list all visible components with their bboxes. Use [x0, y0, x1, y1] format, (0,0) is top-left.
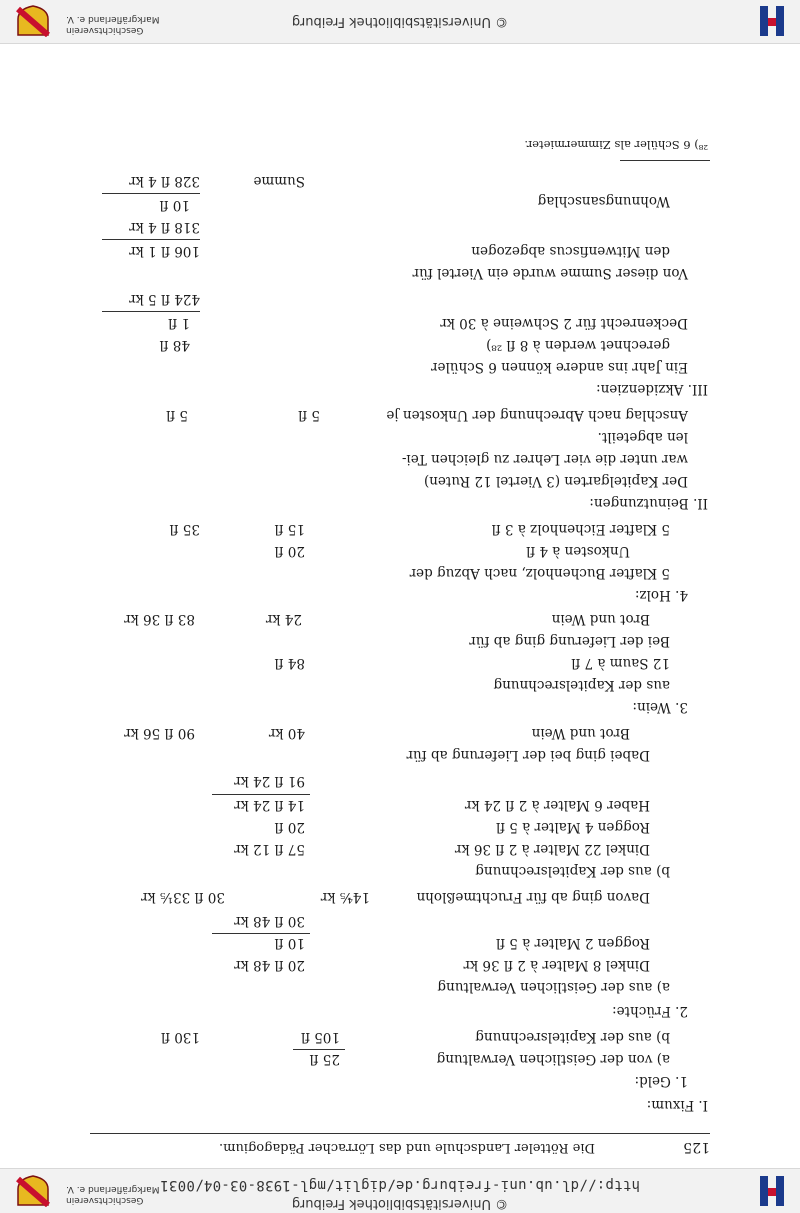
body-line: gerechnet werden à 8 fl ²⁸) [486, 337, 670, 353]
body-line: Brot und Wein [551, 611, 650, 627]
body-line: 24 kr [265, 611, 302, 627]
body-line: den Mitwenfiscus abgezogen [471, 243, 670, 259]
body-line: 90 fl 56 kr [124, 725, 195, 741]
copyright-notice: © Universitätsbibliothek Freiburg [291, 1196, 509, 1211]
body-line: 40 kr [268, 725, 305, 741]
body-line: Unkosten à 4 fl [526, 543, 630, 559]
body-line: 318 fl 4 kr [129, 219, 200, 235]
body-line: Dinkel 22 Malter à 2 fl 36 kr [454, 841, 650, 857]
body-line: 4. Holz: [634, 587, 688, 603]
body-line: 15 fl [274, 521, 305, 537]
body-line: III. Akzidenzien: [596, 381, 708, 397]
body-line: 5 fl [166, 407, 188, 423]
body-line: 2. Früchte: [612, 1003, 688, 1019]
body-line: 12 Saum à 7 fl [571, 655, 670, 671]
body-line: 84 fl [274, 655, 305, 671]
coat-of-arms-icon[interactable] [16, 1175, 50, 1207]
society-name [66, 1183, 159, 1205]
coat-of-arms-icon[interactable] [16, 5, 50, 37]
body-line: Dabei ging bei der Lieferung ab für [406, 747, 650, 763]
footnote-rule [620, 160, 710, 161]
sum-rule [212, 933, 310, 934]
sum-rule [212, 794, 310, 795]
body-line: 57 fl 12 kr [234, 841, 305, 857]
body-line: Roggen 4 Malter à 5 fl [495, 819, 650, 835]
body-line: Wohnungsanschlag [537, 193, 670, 209]
body-line: 14⅘ kr [320, 889, 370, 905]
body-line: Von dieser Summe wurde ein Viertel für [412, 265, 688, 281]
body-line: Bei der Lieferung ging ab für [469, 633, 670, 649]
copyright-notice: © Universitätsbibliothek Freiburg [291, 14, 509, 29]
body-line: 91 fl 24 kr [234, 773, 305, 789]
society-name [66, 13, 159, 35]
body-line: aus der Kapitelsrechnung [493, 677, 670, 693]
body-line: a) von der Geistlichen Verwaltung [436, 1051, 670, 1067]
body-line: 106 fl 1 kr [129, 243, 200, 259]
body-line: 1. Geld: [634, 1073, 688, 1089]
body-line: 20 fl 48 kr [234, 957, 305, 973]
body-line: 328 fl 4 kr [129, 173, 200, 189]
body-line: Deckenrecht für 2 Schweine à 30 kr [440, 315, 688, 331]
body-line: a) aus der Geistlichen Verwaltung [437, 979, 670, 995]
body-line: Brot und Wein [531, 725, 630, 741]
body-line: 10 fl [159, 197, 190, 213]
body-line: 105 fl [300, 1029, 340, 1045]
society-name-line-1: Geschichtsverein [66, 1195, 144, 1205]
body-line: Davon ging ab für Fruchtmeßlohn [416, 889, 650, 905]
body-line: 25 fl [309, 1051, 340, 1067]
body-line: 30 fl 48 kr [234, 913, 305, 929]
body-line: Dinkel 8 Malter à 2 fl 36 kr [463, 957, 650, 973]
running-title: Die Rötteler Landschule und das Lörracher Pädagogium. [219, 1140, 595, 1155]
body-line: Roggen 2 Malter à 5 fl [495, 935, 650, 951]
society-name-line-2: Markgräflerland e. V. [66, 14, 160, 24]
body-line: 83 fl 36 kr [124, 611, 195, 627]
body-line: 424 fl 5 kr [129, 291, 200, 307]
body-line: 10 fl [274, 935, 305, 951]
body-line: Summe [253, 173, 305, 189]
body-line: b) aus der Kapitelsrechnung [475, 863, 670, 879]
body-line: war unter die vier Lehrer zu gleichen Tei- [401, 451, 688, 467]
body-line: 14 fl 24 kr [234, 797, 305, 813]
body-line: 48 fl [159, 337, 190, 353]
footnote: ²⁸) 6 Schüler als Zimmermieter. [524, 138, 708, 152]
viewer-header-bar [0, 1168, 800, 1213]
body-line: Der Kapitelgarten (3 Viertel 12 Ruten) [423, 473, 688, 489]
society-name-line-2: Markgräflerland e. V. [66, 1184, 160, 1194]
body-line: 5 fl [298, 407, 320, 423]
body-line: 35 fl [169, 521, 200, 537]
body-line: 3. Wein: [632, 699, 688, 715]
body-line: 130 fl [160, 1029, 200, 1045]
body-line: 5 Klafter Eichenholz à 3 fl [491, 521, 670, 537]
sum-rule [102, 239, 200, 240]
body-line: Ein Jahr ins andere können 6 Schüler [431, 359, 688, 375]
body-line: Anschlag nach Abrechnung der Unkosten je [386, 407, 688, 423]
body-line: 5 Klafter Buchenholz, nach Abzug der [409, 565, 670, 581]
sum-rule [102, 311, 200, 312]
header-rule [90, 1133, 710, 1134]
society-name-line-1: Geschichtsverein [66, 25, 144, 35]
body-line: Haber 6 Malter à 2 fl 24 kr [464, 797, 650, 813]
body-line: len abgeteilt. [597, 429, 688, 445]
body-line: 1 fl [168, 315, 190, 331]
body-line: I. Fixum: [646, 1097, 708, 1113]
body-line: 20 fl [274, 543, 305, 559]
body-line: II. Beinutzungen: [589, 495, 708, 511]
body-line: 30 fl 33⅕ kr [141, 889, 225, 905]
permalink-url[interactable]: http://dl.ub.uni-freiburg.de/diglit/mgl-1938-03-04/0031 [159, 1177, 641, 1193]
scanned-page [0, 44, 800, 1169]
viewer-footer-bar [0, 0, 800, 44]
sum-rule [293, 1049, 345, 1050]
page-number: 125 [683, 1139, 710, 1155]
body-line: 20 fl [274, 819, 305, 835]
sum-rule [102, 193, 200, 194]
body-line: b) aus der Kapitelsrechnung [475, 1029, 670, 1045]
